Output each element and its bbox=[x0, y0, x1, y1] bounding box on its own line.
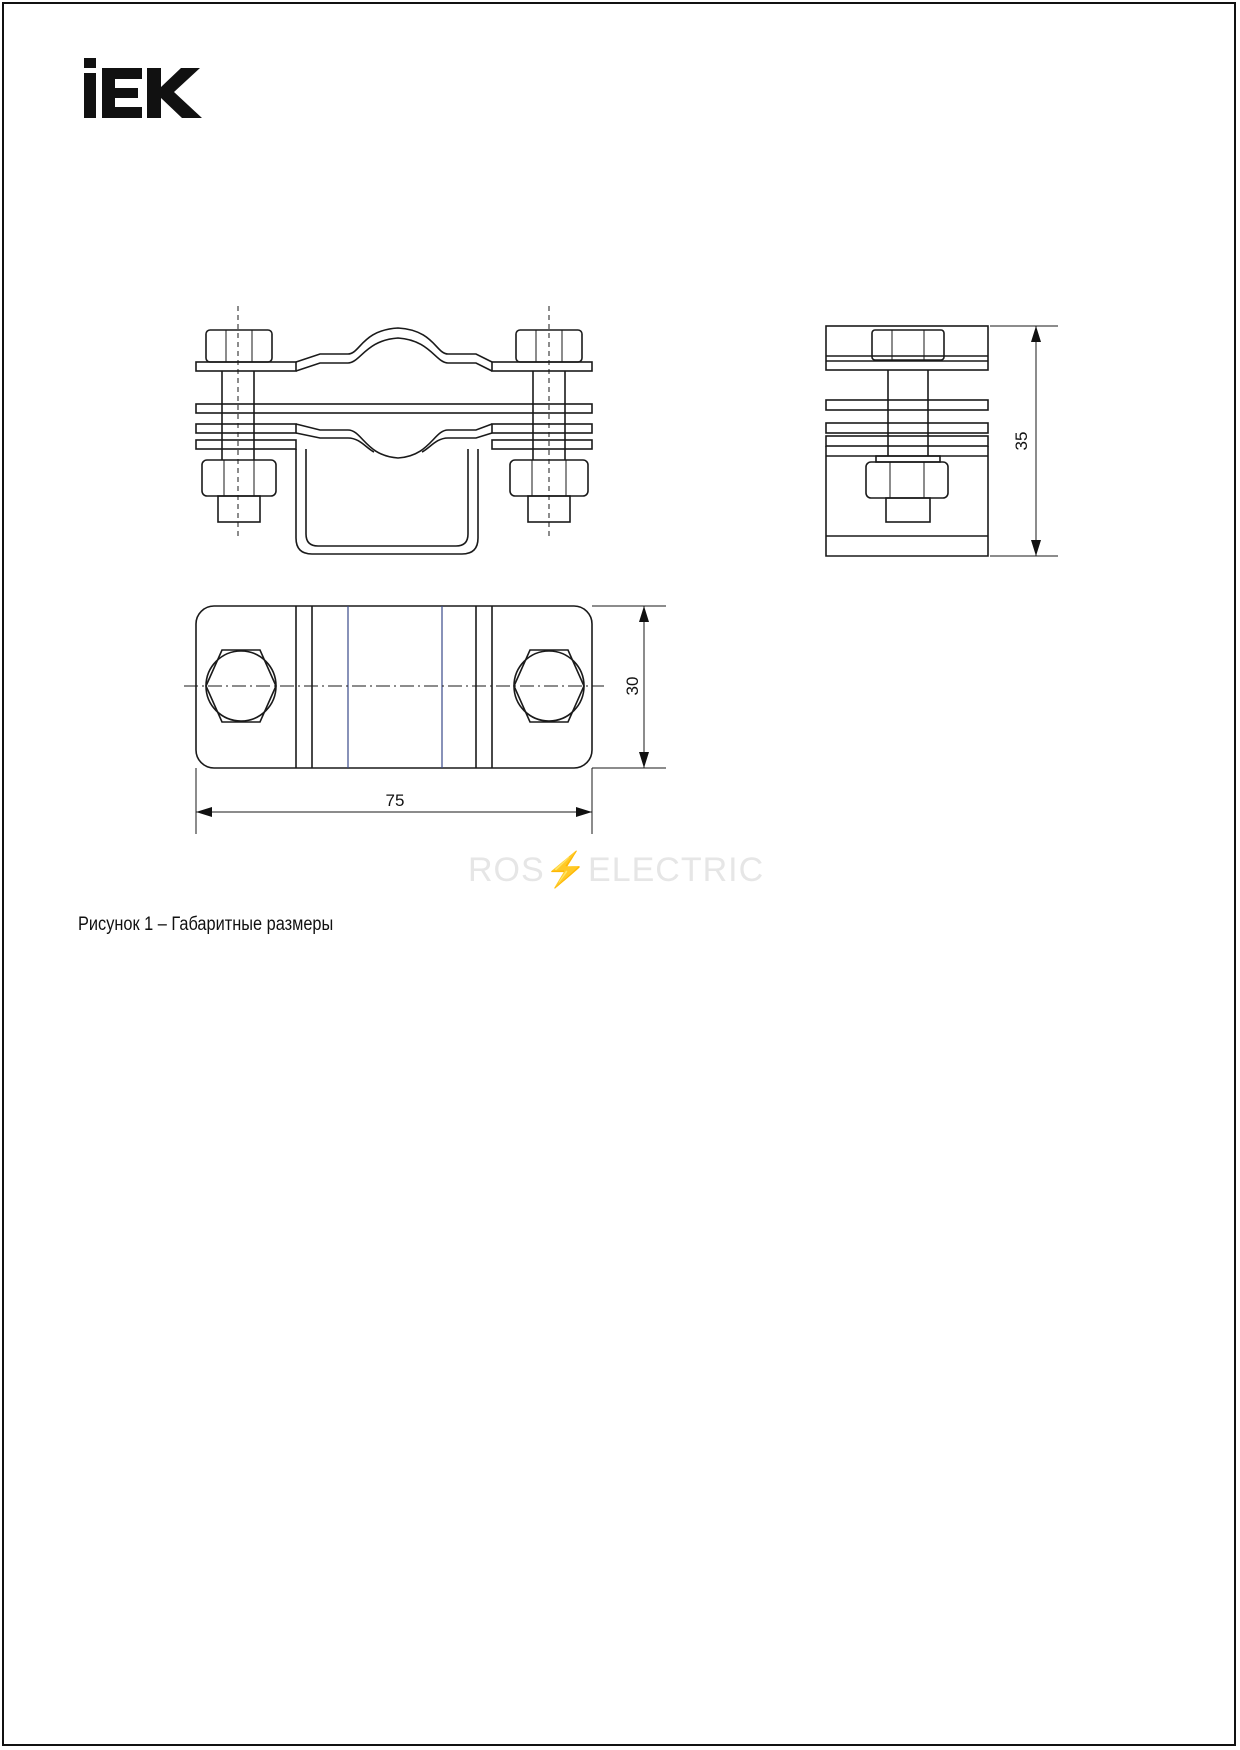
watermark-left: ROS bbox=[468, 851, 545, 889]
length-dimension-label: 75 bbox=[385, 791, 405, 810]
width-dimension-label: 30 bbox=[623, 676, 642, 696]
watermark bbox=[468, 850, 764, 890]
figure-caption: Рисунок 1 – Габаритные размеры bbox=[78, 914, 334, 935]
side-view bbox=[826, 326, 1058, 556]
bolt-icon: ⚡ bbox=[544, 851, 589, 889]
watermark-right: ELECTRIC bbox=[588, 851, 765, 889]
height-dimension-label: 35 bbox=[1012, 431, 1031, 451]
top-view bbox=[184, 606, 666, 834]
front-view bbox=[196, 306, 592, 554]
